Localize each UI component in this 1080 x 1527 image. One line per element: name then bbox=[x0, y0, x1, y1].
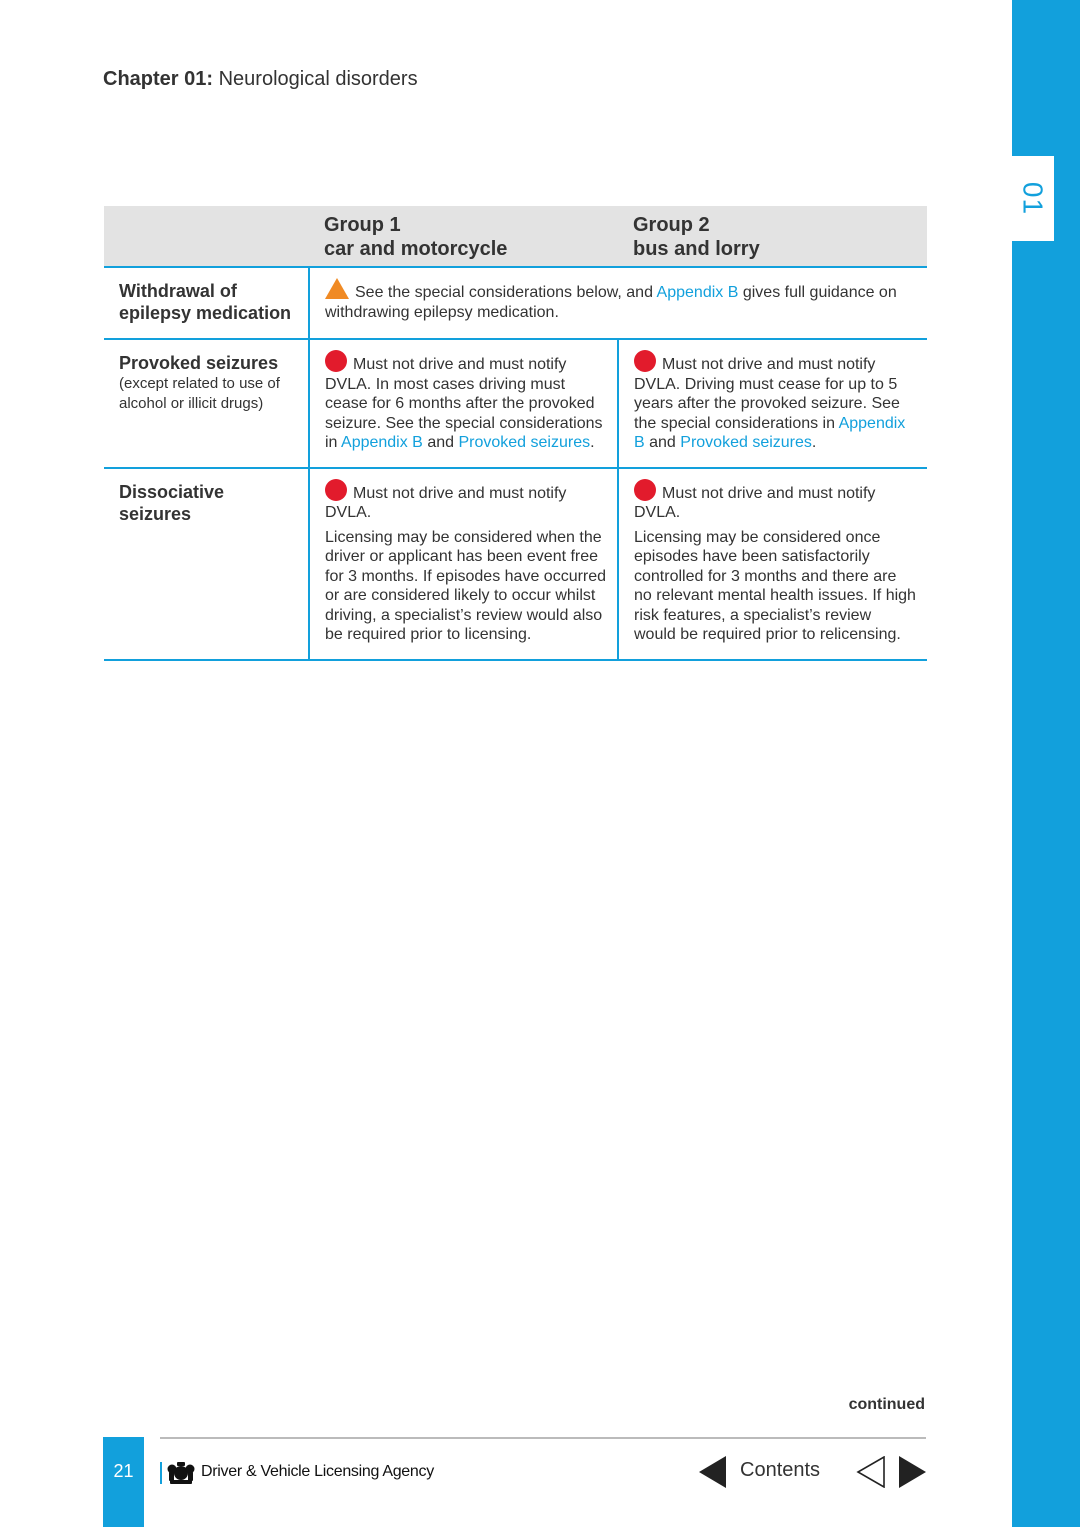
dissociative-g1-text-a: Must not drive and must notify DVLA. bbox=[325, 484, 567, 521]
row-subheading: (except related to use of alcohol or illicit drugs) bbox=[119, 375, 280, 412]
dissociative-group-1-cell bbox=[309, 468, 618, 660]
header-group-2 bbox=[618, 206, 927, 267]
provoked-seizures-link[interactable]: Provoked seizures bbox=[680, 434, 812, 451]
row-heading: Provoked seizures bbox=[119, 353, 279, 373]
table-header-row bbox=[104, 206, 927, 267]
continued-label: continued bbox=[848, 1396, 925, 1413]
next-arrow-icon[interactable] bbox=[898, 1456, 926, 1488]
group-2-subtitle: bus and lorry bbox=[633, 238, 760, 260]
row-heading: Withdrawal of epilepsy medication bbox=[119, 281, 292, 323]
chapter-heading bbox=[103, 68, 418, 91]
footer-divider bbox=[160, 1437, 926, 1439]
provoked-g1-text-c: . bbox=[590, 434, 595, 451]
red-dot-icon bbox=[634, 479, 656, 501]
provoked-seizures-link[interactable]: Provoked seizures bbox=[458, 434, 591, 451]
appendix-b-link[interactable]: Appendix B bbox=[341, 434, 423, 451]
agency-name: Driver & Vehicle Licensing Agency bbox=[201, 1463, 434, 1480]
provoked-g2-text-b: and bbox=[649, 434, 676, 451]
dissociative-g2-text-b: Licensing may be considered once episodes have been satisfactorily controlled for 3 months and there are no relevant mental health issues. If high risk features, a specialist’s review would be required prior to relicensing. bbox=[634, 528, 916, 643]
contents-link[interactable]: Contents bbox=[740, 1459, 821, 1481]
dissociative-g2-text-a: Must not drive and must notify DVLA. bbox=[634, 484, 876, 521]
table-row bbox=[104, 468, 927, 660]
footer-accent-bar bbox=[160, 1462, 162, 1484]
page-number-box bbox=[103, 1437, 144, 1527]
red-dot-icon bbox=[634, 350, 656, 372]
group-2-title: Group 2 bbox=[633, 214, 710, 236]
withdrawal-cell bbox=[309, 267, 927, 339]
page-number: 21 bbox=[113, 1461, 134, 1481]
provoked-group-2-cell bbox=[618, 339, 927, 468]
header-blank bbox=[104, 206, 309, 267]
row-head-provoked bbox=[104, 339, 309, 468]
back-outline-icon[interactable] bbox=[856, 1456, 886, 1488]
appendix-b-link[interactable]: Appendix B bbox=[634, 414, 906, 451]
crest-icon bbox=[166, 1460, 196, 1486]
header-group-1 bbox=[309, 206, 618, 267]
dissociative-g1-para-1 bbox=[325, 479, 607, 523]
row-heading: Dissociative seizures bbox=[119, 481, 225, 524]
provoked-g2-text-a: Must not drive and must notify DVLA. Driving must cease for up to 5 years after the provoked seizure. See the special considerations in bbox=[634, 356, 900, 432]
dissociative-group-2-cell bbox=[618, 468, 927, 660]
red-dot-icon bbox=[325, 479, 347, 501]
guidance-table bbox=[104, 206, 927, 661]
group-1-subtitle: car and motorcycle bbox=[324, 238, 508, 260]
chapter-prefix: Chapter 01: bbox=[103, 68, 214, 90]
provoked-g2-text-c: . bbox=[811, 434, 817, 451]
provoked-g1-text-b: and bbox=[427, 434, 455, 451]
chapter-title: Neurological disorders bbox=[218, 68, 418, 90]
dissociative-g2-para-1 bbox=[634, 479, 917, 523]
chapter-tab-label: 01 bbox=[1018, 181, 1049, 216]
appendix-b-link[interactable]: Appendix B bbox=[656, 284, 739, 301]
row-head-withdrawal bbox=[104, 267, 309, 339]
prev-arrow-icon[interactable] bbox=[699, 1456, 727, 1488]
provoked-g1-text-a: Must not drive and must notify DVLA. In most cases driving must cease for 6 months after the provoked seizure. See the special considerations in bbox=[325, 356, 603, 451]
provoked-group-1-cell bbox=[309, 339, 618, 468]
table-row bbox=[104, 339, 927, 468]
group-1-title: Group 1 bbox=[324, 214, 401, 236]
red-dot-icon bbox=[325, 350, 347, 372]
withdrawal-text-a: See the special considerations below, and bbox=[355, 284, 653, 301]
row-head-dissociative bbox=[104, 468, 309, 660]
withdrawal-text-b: gives full guidance on withdrawing epilepsy medication. bbox=[325, 284, 897, 321]
table-row bbox=[104, 267, 927, 339]
amber-warning-icon bbox=[325, 278, 349, 299]
dissociative-g1-text-b: Licensing may be considered when the driver or applicant has been event free for 3 months. If episodes have occurred or are considered likely to occur whilst driving, a specialist’s review would also be required prior to licensing. bbox=[325, 528, 607, 643]
